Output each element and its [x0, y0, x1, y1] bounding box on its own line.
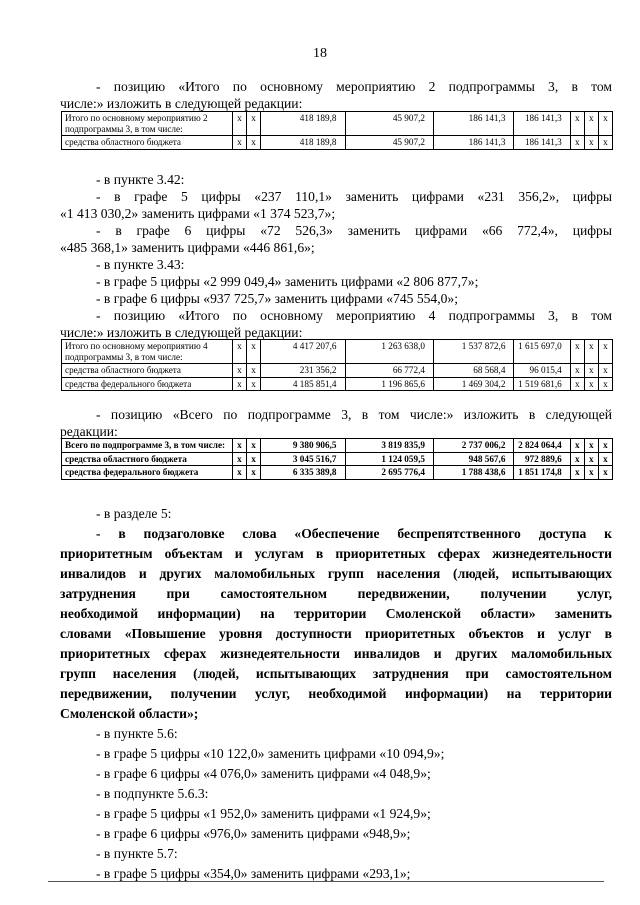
- table-cell: 66 772,4: [345, 364, 433, 378]
- text-line: числе:» изложить в следующей редакции:: [60, 325, 303, 340]
- table-cell: 186 141,3: [514, 112, 570, 136]
- table-cell: х: [598, 466, 612, 480]
- table-cell: х: [232, 377, 246, 391]
- text-line: редакции:: [60, 424, 118, 439]
- table-cell: х: [246, 466, 260, 480]
- table-cell: х: [232, 439, 246, 453]
- table-cell: х: [232, 340, 246, 364]
- footer-divider: [48, 881, 604, 882]
- table-cell: х: [584, 452, 598, 466]
- table-cell: х: [598, 112, 612, 136]
- text-line: «1 413 030,2» заменить цифрами «1 374 523,7»;: [60, 206, 336, 221]
- table-cell: 418 189,8: [261, 136, 345, 150]
- table-cell: Всего по подпрограмме 3, в том числе:: [62, 439, 233, 453]
- table-cell: х: [584, 364, 598, 378]
- text-line: - в графе 6 цифры «4 076,0» заменить цифрами «4 048,9»;: [96, 766, 431, 781]
- text-line: - в подзаголовке слова «Обеспечение беспрепятственного доступа к: [96, 526, 612, 541]
- table-cell: средства областного бюджета: [62, 364, 233, 378]
- table-cell: 186 141,3: [433, 112, 513, 136]
- table-cell: х: [570, 466, 584, 480]
- table-row: [62, 377, 613, 391]
- text-line: - в подпункте 5.6.3:: [96, 786, 209, 801]
- table-cell: х: [570, 340, 584, 364]
- text-line: - в графе 6 цифры «976,0» заменить цифрами «948,9»;: [96, 826, 411, 841]
- table-cell: средства федерального бюджета: [62, 377, 233, 391]
- table-cell: Итого по основному мероприятию 4 подпрограммы 3, в том числе:: [62, 340, 233, 364]
- text-line: приоритетных сферах жизнедеятельности инвалидов и других маломобильных: [60, 646, 612, 661]
- text-line: передвижении, получении услуг, необходимой информации) на территории: [60, 686, 612, 701]
- text-line: - в графе 6 цифры «937 725,7» заменить цифрами «745 554,0»;: [96, 291, 458, 306]
- table-cell: х: [232, 466, 246, 480]
- table-cell: 9 380 906,5: [261, 439, 345, 453]
- text-line: «485 368,1» заменить цифрами «446 861,6»;: [60, 240, 315, 255]
- table-cell: х: [232, 112, 246, 136]
- table-cell: 68 568,4: [433, 364, 513, 378]
- text-line: - в пункте 5.6:: [96, 726, 178, 741]
- table-cell: 2 824 064,4: [514, 439, 570, 453]
- table-cell: 45 907,2: [345, 112, 433, 136]
- table-cell: 948 567,6: [433, 452, 513, 466]
- table-row: [62, 340, 613, 364]
- table-main-event-4: [61, 339, 613, 391]
- table-cell: 2 737 006,2: [433, 439, 513, 453]
- table-cell: х: [570, 364, 584, 378]
- text-line: - в пункте 3.43:: [96, 257, 185, 272]
- table-main-event-2: [61, 111, 613, 150]
- table-cell: 4 417 207,6: [261, 340, 345, 364]
- table-cell: х: [584, 340, 598, 364]
- table-row: [62, 136, 613, 150]
- table-cell: 3 045 516,7: [261, 452, 345, 466]
- table-cell: х: [584, 136, 598, 150]
- text-line: - в графе 5 цифры «1 952,0» заменить цифрами «1 924,9»;: [96, 806, 431, 821]
- page-number: 18: [313, 46, 327, 61]
- table-row: [62, 439, 613, 453]
- table-cell: х: [232, 452, 246, 466]
- table-cell: средства федерального бюджета: [62, 466, 233, 480]
- table-cell: х: [598, 439, 612, 453]
- text-line: - в пункте 5.7:: [96, 846, 178, 861]
- text-line: - позицию «Всего по подпрограмме 3, в том числе:» изложить в следующей: [96, 407, 612, 422]
- text-line: - в графе 5 цифры «2 999 049,4» заменить цифрами «2 806 877,7»;: [96, 274, 479, 289]
- table-cell: 1 469 304,2: [433, 377, 513, 391]
- table-cell: 1 537 872,6: [433, 340, 513, 364]
- table-cell: х: [598, 452, 612, 466]
- text-line: затруднения при самостоятельном передвижении, получении услуг,: [60, 586, 612, 601]
- table-cell: х: [598, 340, 612, 364]
- text-line: числе:» изложить в следующей редакции:: [60, 96, 303, 111]
- table-cell: 3 819 835,9: [345, 439, 433, 453]
- table-row: [62, 452, 613, 466]
- table-cell: 1 124 059,5: [345, 452, 433, 466]
- table-cell: х: [584, 377, 598, 391]
- table-cell: 186 141,3: [433, 136, 513, 150]
- text-line: Смоленской области»;: [60, 706, 199, 721]
- table-cell: Итого по основному мероприятию 2 подпрограммы 3, в том числе:: [62, 112, 233, 136]
- table-row: [62, 364, 613, 378]
- table-cell: 1 851 174,8: [514, 466, 570, 480]
- text-line: - в графе 6 цифры «72 526,3» заменить цифрами «66 772,4», цифры: [96, 223, 612, 238]
- table-cell: средства областного бюджета: [62, 136, 233, 150]
- table-cell: 1 788 438,6: [433, 466, 513, 480]
- table-cell: 972 889,6: [514, 452, 570, 466]
- table-cell: 1 263 638,0: [345, 340, 433, 364]
- table-cell: 1 519 681,6: [514, 377, 570, 391]
- table-cell: 418 189,8: [261, 112, 345, 136]
- table-cell: х: [570, 452, 584, 466]
- table-cell: х: [246, 136, 260, 150]
- text-line: приоритетным объектам и услугам в приоритетных сферах жизнедеятельности: [60, 546, 612, 561]
- table-cell: 45 907,2: [345, 136, 433, 150]
- table-cell: х: [570, 136, 584, 150]
- text-line: - в разделе 5:: [96, 506, 172, 521]
- text-line: - в пункте 3.42:: [96, 172, 185, 187]
- text-line: инвалидов и других маломобильных групп населения (людей, испытывающих: [60, 566, 612, 581]
- table-cell: 4 185 851,4: [261, 377, 345, 391]
- table-cell: х: [246, 439, 260, 453]
- text-line: - в графе 5 цифры «10 122,0» заменить цифрами «10 094,9»;: [96, 746, 445, 761]
- table-cell: х: [598, 364, 612, 378]
- table-cell: х: [598, 377, 612, 391]
- table-cell: х: [246, 377, 260, 391]
- table-cell: х: [232, 364, 246, 378]
- table-cell: х: [570, 439, 584, 453]
- text-line: - в графе 5 цифры «354,0» заменить цифрами «293,1»;: [96, 866, 411, 881]
- table-cell: х: [570, 112, 584, 136]
- table-cell: х: [246, 364, 260, 378]
- table-cell: средства областного бюджета: [62, 452, 233, 466]
- table-cell: 96 015,4: [514, 364, 570, 378]
- table-cell: х: [570, 377, 584, 391]
- text-line: - позицию «Итого по основному мероприятию 4 подпрограммы 3, в том: [96, 308, 612, 323]
- table-cell: 186 141,3: [514, 136, 570, 150]
- table-subprogram-3-total: [61, 438, 613, 480]
- text-line: - позицию «Итого по основному мероприятию 2 подпрограммы 3, в том: [96, 79, 612, 94]
- text-line: необходимой информации) на территории Смоленской области» заменить: [60, 606, 612, 621]
- table-cell: 1 196 865,6: [345, 377, 433, 391]
- table-cell: х: [246, 112, 260, 136]
- table-cell: х: [246, 340, 260, 364]
- table-cell: х: [598, 136, 612, 150]
- table-cell: 6 335 389,8: [261, 466, 345, 480]
- text-line: групп населения (людей, испытывающих затруднения при самостоятельном: [60, 666, 612, 681]
- table-cell: х: [246, 452, 260, 466]
- table-cell: х: [584, 466, 598, 480]
- table-cell: 2 695 776,4: [345, 466, 433, 480]
- table-cell: х: [584, 112, 598, 136]
- table-row: [62, 112, 613, 136]
- table-cell: 1 615 697,0: [514, 340, 570, 364]
- text-line: - в графе 5 цифры «237 110,1» заменить цифрами «231 356,2», цифры: [96, 189, 612, 204]
- table-row: [62, 466, 613, 480]
- table-cell: 231 356,2: [261, 364, 345, 378]
- text-line: словами «Повышение уровня доступности приоритетных объектов и услуг в: [60, 626, 612, 641]
- table-cell: х: [584, 439, 598, 453]
- table-cell: х: [232, 136, 246, 150]
